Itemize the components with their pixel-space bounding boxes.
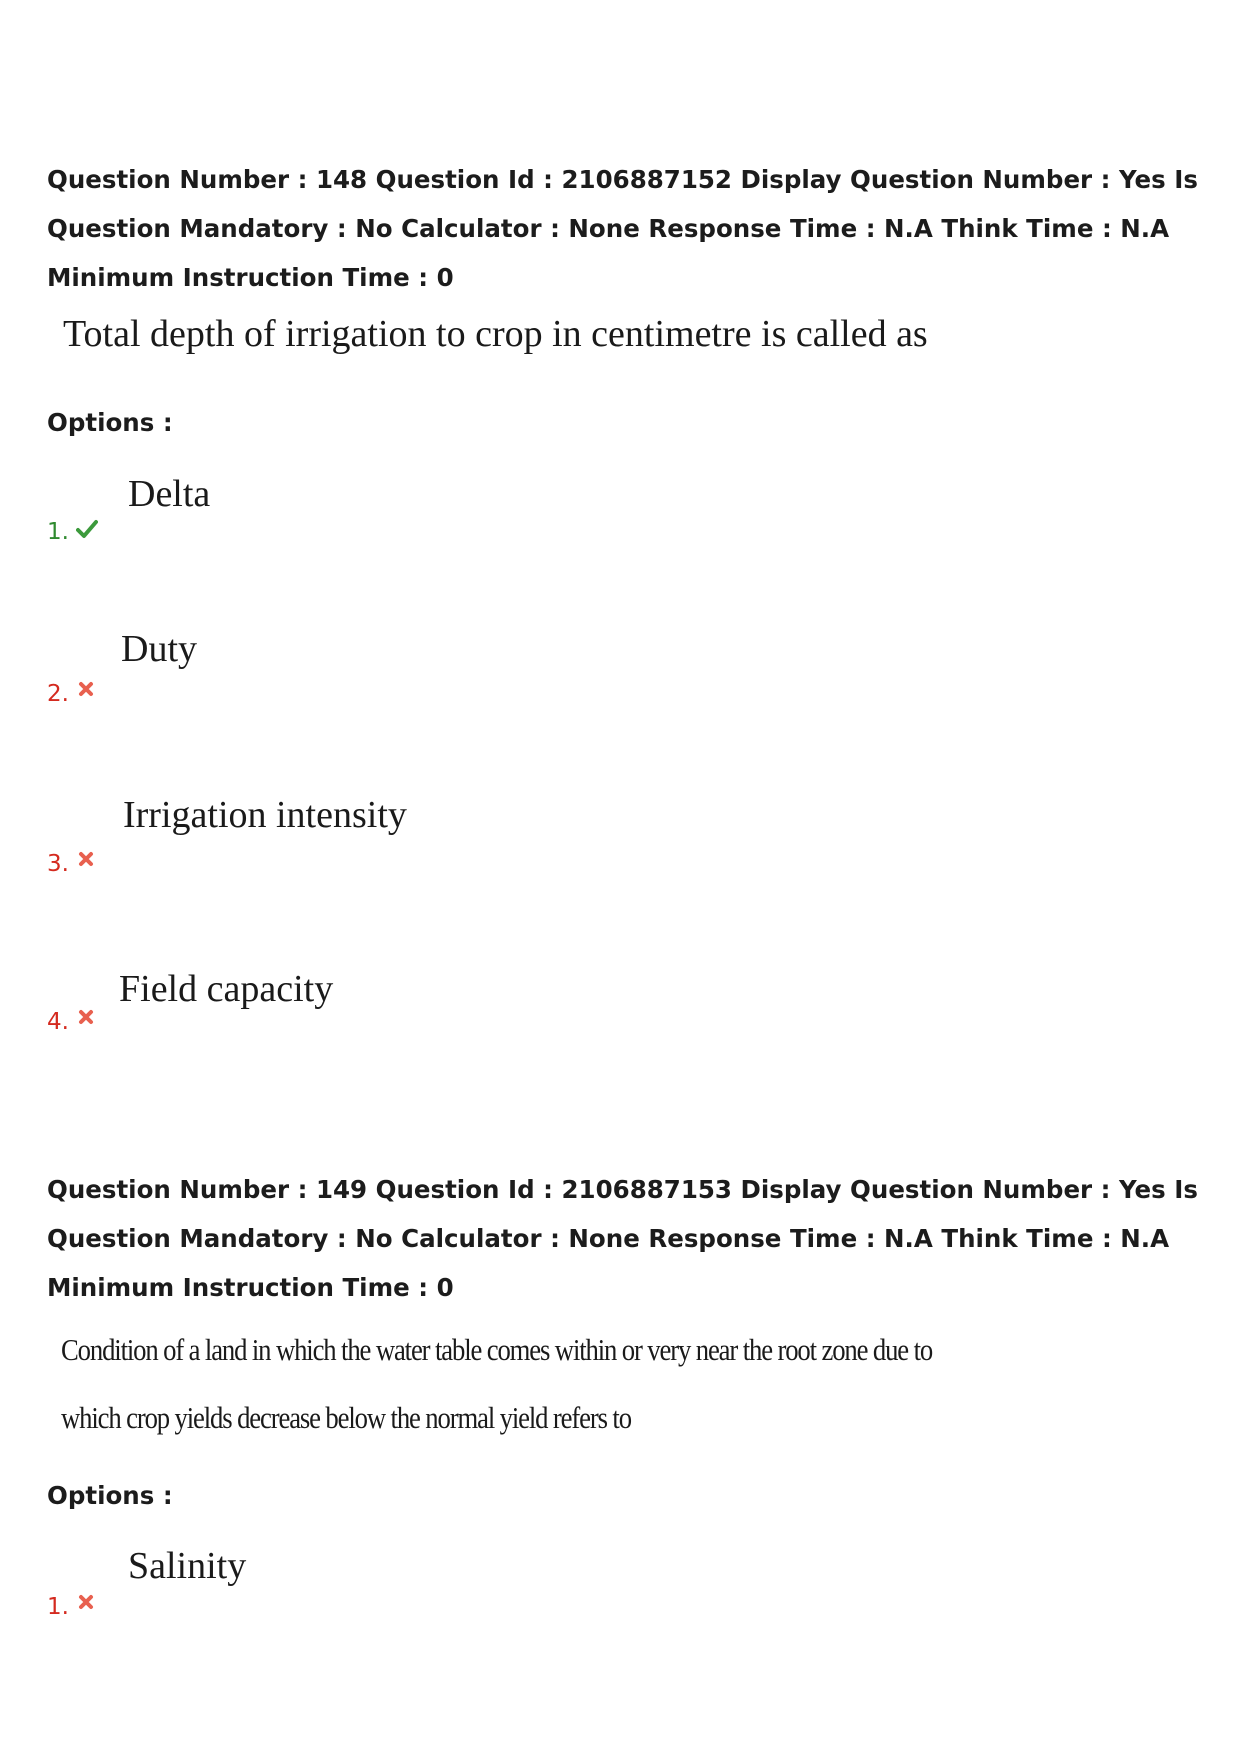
- options-label: Options :: [47, 1481, 173, 1510]
- option-text: Field capacity: [119, 968, 334, 1010]
- option-number: 4.: [47, 1009, 69, 1035]
- option-text: Irrigation intensity: [123, 794, 407, 836]
- question-meta: Question Number : 148 Question Id : 2106887152 Display Question Number : Yes Is Question Mandatory : No Calculator : None Response Time : N.A Think Time : N.A Minimum Instruction Time : 0: [47, 165, 1198, 292]
- option-number: 1.: [47, 519, 69, 545]
- option-text: Delta: [128, 473, 211, 515]
- question-text-line-1: Condition of a land in which the water table comes within or very near the root zone due to: [61, 1332, 933, 1367]
- options-label: Options :: [47, 408, 173, 437]
- option-text: Duty: [121, 628, 197, 670]
- option-number: 2.: [47, 681, 69, 707]
- check-icon: [76, 518, 98, 540]
- question-meta: Question Number : 149 Question Id : 2106887153 Display Question Number : Yes Is Question Mandatory : No Calculator : None Response Time : N.A Think Time : N.A Minimum Instruction Time : 0: [47, 1175, 1198, 1302]
- cross-icon: [77, 850, 95, 868]
- question-text-line-2: which crop yields decrease below the normal yield refers to: [61, 1400, 631, 1435]
- option-text: Salinity: [128, 1545, 247, 1587]
- question-text: Total depth of irrigation to crop in centimetre is called as: [63, 313, 928, 355]
- cross-icon: [77, 1593, 95, 1611]
- cross-icon: [77, 680, 95, 698]
- option-number: 3.: [47, 851, 69, 877]
- cross-icon: [77, 1008, 95, 1026]
- option-number: 1.: [47, 1594, 69, 1620]
